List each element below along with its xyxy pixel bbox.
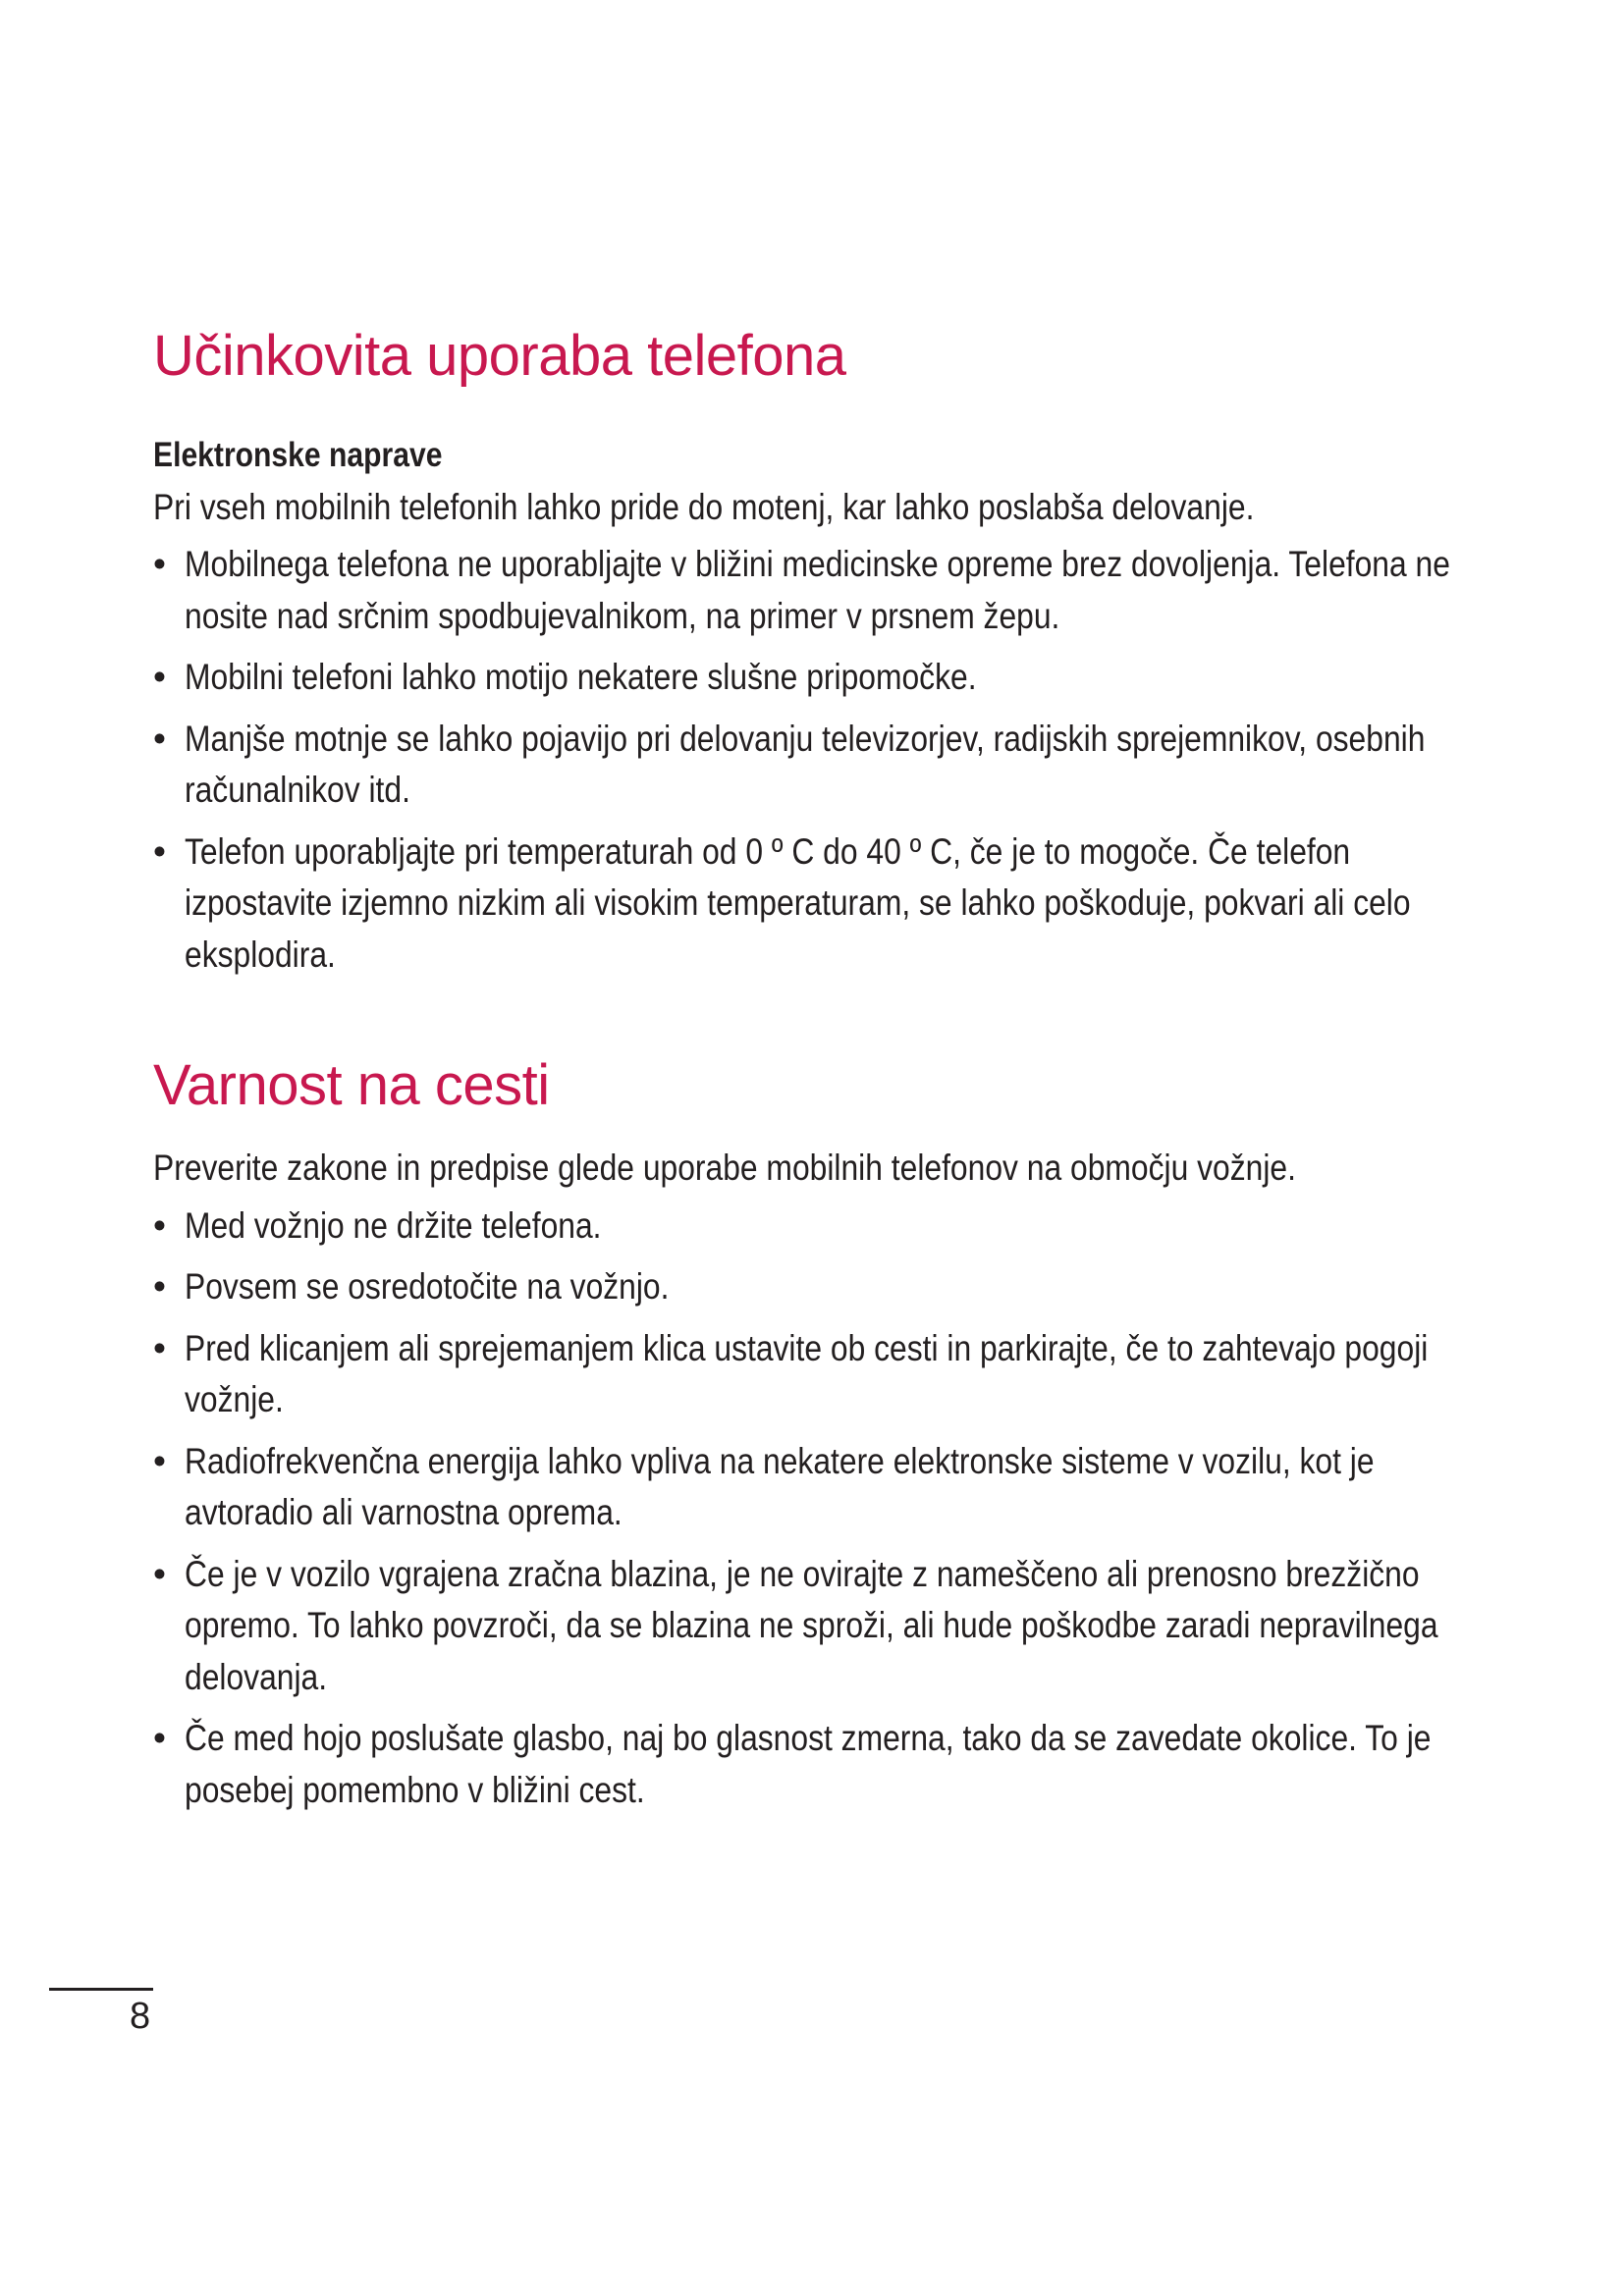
section-title-efficient-use: Učinkovita uporaba telefona <box>153 324 846 388</box>
bullet-icon: • <box>153 1718 166 1759</box>
footer-divider <box>49 1988 153 1991</box>
list-item: • Pred klicanjem ali sprejemanjem klica ustavite ob cesti in parkirajte, če to zahtevajo pogoji vožnje. <box>153 1323 1479 1426</box>
list-item: • Telefon uporabljajte pri temperaturah od 0 º C do 40 º C, če je to mogoče. Če telefon izpostavite izjemno nizkim ali visokim temperaturam, se lahko poškoduje, pokvari ali celo eksplodira. <box>153 827 1479 982</box>
bullet-icon: • <box>153 1553 166 1594</box>
bullet-icon: • <box>153 1266 166 1308</box>
page-number: 8 <box>130 1996 151 2037</box>
list-item: • Povsem se osredotočite na vožnjo. <box>153 1261 1479 1313</box>
intro-paragraph-electronic: Pri vseh mobilnih telefonih lahko pride do motenj, kar lahko poslabša delovanje. <box>153 486 1255 527</box>
list-item: • Mobilni telefoni lahko motijo nekatere slušne pripomočke. <box>153 652 1479 704</box>
bullet-icon: • <box>153 1327 166 1368</box>
list-item: • Med vožnjo ne držite telefona. <box>153 1201 1479 1253</box>
bullet-icon: • <box>153 718 166 759</box>
list-item: • Če je v vozilo vgrajena zračna blazina, je ne ovirajte z nameščeno ali prenosno brezžično opremo. To lahko povzroči, da se blazina ne sproži, ali hude poškodbe zaradi nepravilnega delovanja. <box>153 1549 1479 1704</box>
list-item: • Mobilnega telefona ne uporabljajte v bližini medicinske opreme brez dovoljenja. Telefona ne nosite nad srčnim spodbujevalnikom, na primer v prsnem žepu. <box>153 539 1479 642</box>
page-content <box>153 324 1479 1827</box>
bullet-icon: • <box>153 544 166 585</box>
list-item: • Manjše motnje se lahko pojavijo pri delovanju televizorjev, radijskih sprejemnikov, osebnih računalnikov itd. <box>153 714 1479 817</box>
list-item: • Če med hojo poslušate glasbo, naj bo glasnost zmerna, tako da se zavedate okolice. To je posebej pomembno v bližini cest. <box>153 1713 1479 1816</box>
bullet-list-road <box>153 1201 1479 1817</box>
subheading-electronic-devices: Elektronske naprave <box>153 435 443 474</box>
intro-paragraph-road: Preverite zakone in predpise glede uporabe mobilnih telefonov na območju vožnje. <box>153 1148 1296 1189</box>
bullet-icon: • <box>153 1204 166 1246</box>
bullet-icon: • <box>153 830 166 872</box>
bullet-list-electronic <box>153 539 1479 981</box>
section-title-road-safety: Varnost na cesti <box>153 1053 550 1118</box>
bullet-icon: • <box>153 1440 166 1481</box>
list-item: • Radiofrekvenčna energija lahko vpliva na nekatere elektronske sisteme v vozilu, kot je avtoradio ali varnostna oprema. <box>153 1436 1479 1539</box>
bullet-icon: • <box>153 657 166 698</box>
